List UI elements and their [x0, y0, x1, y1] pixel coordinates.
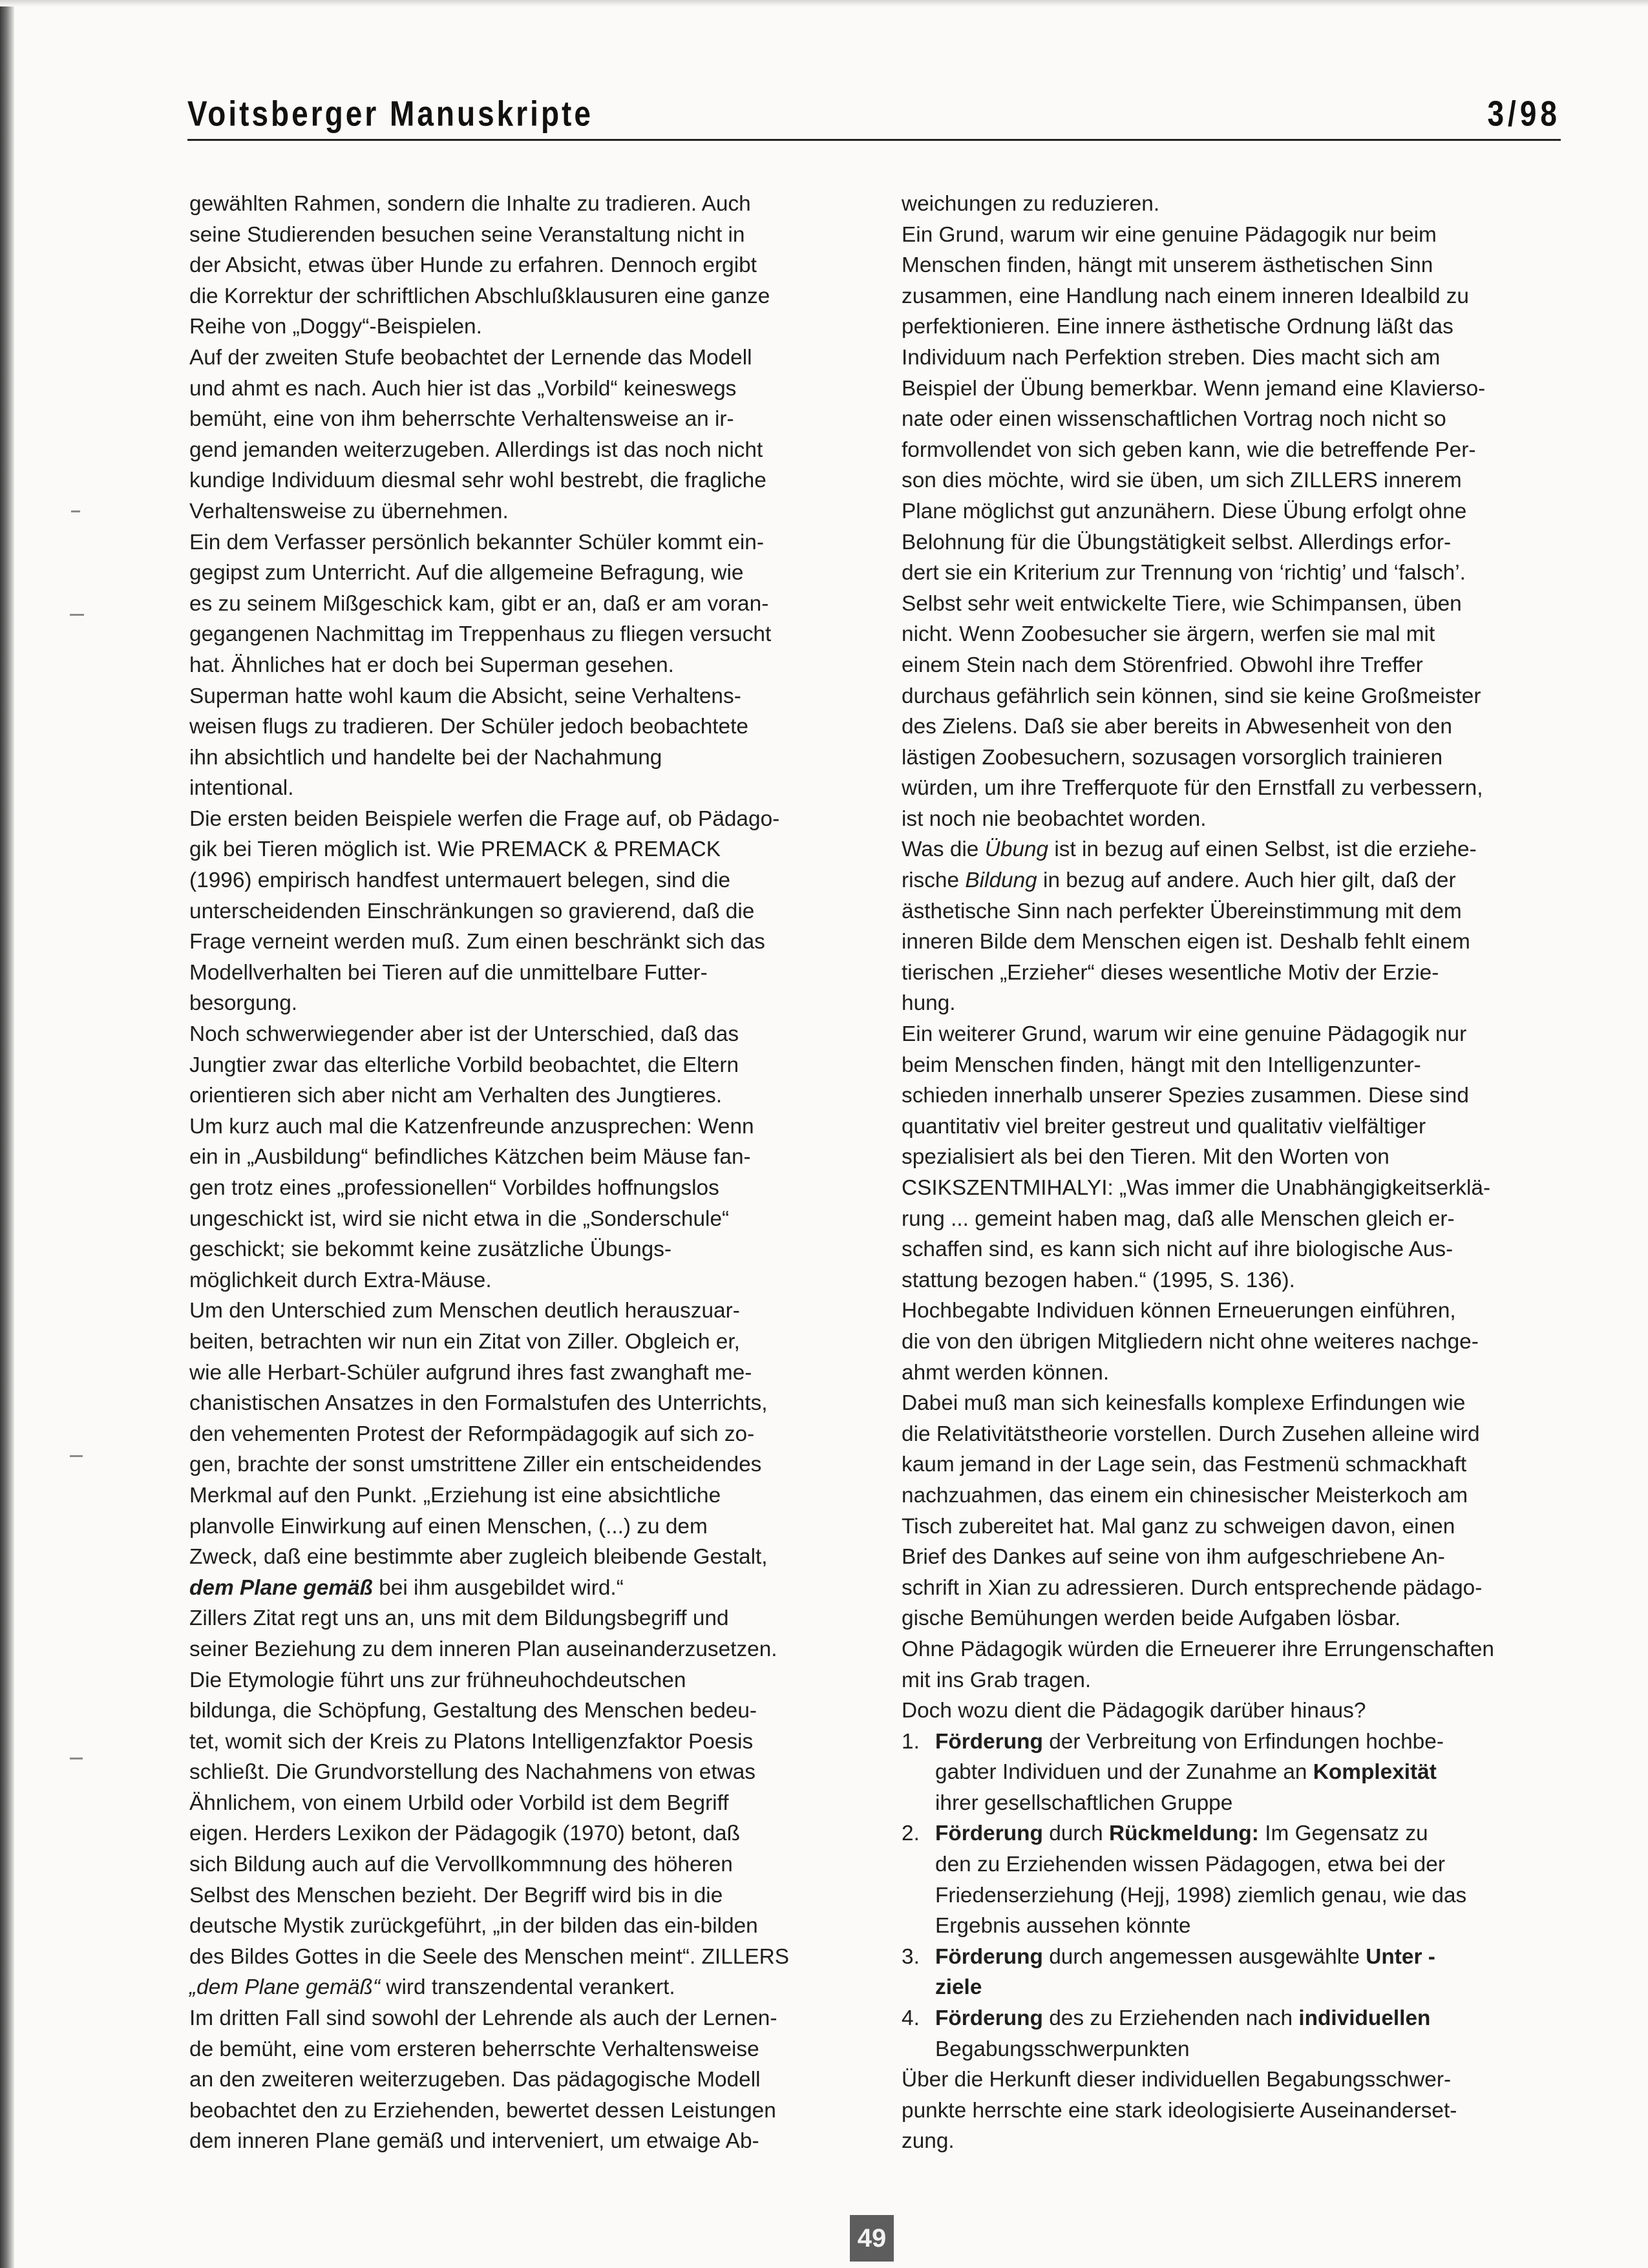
text-line: [902, 1818, 1554, 1849]
text-line: gen trotz eines „professionellen“ Vorbildes hoffnungslos: [189, 1176, 719, 1200]
scan-top-edge: [0, 0, 1648, 6]
text-line: nate oder einen wissenschaftlichen Vortrag noch nicht so: [902, 407, 1446, 432]
text-line: ihn absichtlich und handelte bei der Nachahmung: [189, 745, 662, 770]
text-line: orientieren sich aber nicht am Verhalten des Jungtieres.: [189, 1084, 723, 1108]
text-line: gen, brachte der sonst umstrittene Ziller ein entscheidendes: [189, 1453, 762, 1477]
text-line: kundige Individuum diesmal sehr wohl bestrebt, die fragliche: [189, 468, 766, 493]
text-line: möglichkeit durch Extra-Mäuse.: [189, 1268, 492, 1292]
text-line: des Bildes Gottes in die Seele des Menschen meint“. ZILLERS: [189, 1944, 789, 1969]
text-line: schaffen sind, es kann sich nicht auf ihre biologische Aus-: [902, 1237, 1453, 1262]
text-line: Ähnlichem, von einem Urbild oder Vorbild ist dem Begriff: [189, 1790, 729, 1815]
text-line: quantitativ viel breiter gestreut und qualitativ vielfältiger: [902, 1114, 1426, 1139]
text-line: mit ins Grab tragen.: [902, 1668, 1092, 1692]
text-line: die Korrektur der schriftlichen Abschlußklausuren eine ganze: [189, 284, 770, 308]
page-number: 49: [850, 2215, 894, 2262]
text-line: [902, 1972, 1554, 2003]
text-line: ahmt werden können.: [902, 1360, 1110, 1385]
text-line: de bemüht, eine vom ersteren beherrschte Verhaltensweise: [189, 2037, 759, 2061]
text-line: chanistischen Ansatzes in den Formalstufen des Unterrichts,: [189, 1391, 768, 1416]
text-line: die Relativitätstheorie vorstellen. Durch Zusehen alleine wird: [902, 1422, 1480, 1446]
text-line: würden, um ihre Trefferquote für den Ernstfall zu verbessern,: [902, 776, 1483, 801]
text-line: deutsche Mystik zurückgeführt, „in der bilden das ein-bilden: [189, 1914, 758, 1938]
text-line: zusammen, eine Handlung nach einem inneren Idealbild zu: [902, 284, 1469, 308]
text-line: formvollendet von sich geben kann, wie die betreffende Per-: [902, 437, 1476, 462]
text-segment: Friedenserziehung (Hejj, 1998) ziemlich genau, wie das: [935, 1883, 1467, 1907]
text-line: schieden innerhalb unserer Spezies zusammen. Diese sind: [902, 1084, 1469, 1108]
emphasis-text: Übung: [984, 837, 1049, 862]
text-line: punkte herrschte eine stark ideologisierte Auseinanderset-: [902, 2098, 1457, 2123]
bold-keyword: individuellen: [1298, 2006, 1431, 2031]
right-text-column: [902, 189, 1554, 2157]
text-line: [189, 1573, 842, 1604]
text-line: beobachtet den zu Erziehenden, bewertet dessen Leistungen: [189, 2098, 776, 2123]
text-line: den vehementen Protest der Reformpädagogik auf sich zo-: [189, 1422, 755, 1446]
text-line: nicht. Wenn Zoobesucher sie ärgern, werfen sie mal mit: [902, 622, 1435, 647]
text-line: gend jemanden weiterzugeben. Allerdings ist das noch nicht: [189, 437, 763, 462]
text-line: Individuum nach Perfektion streben. Dies macht sich am: [902, 345, 1441, 370]
text-line: [902, 1911, 1554, 1942]
text-line: Auf der zweiten Stufe beobachtet der Lernende das Modell: [189, 345, 752, 370]
text-line: Verhaltensweise zu übernehmen.: [189, 499, 509, 523]
text-line: eigen. Herders Lexikon der Pädagogik (1970) betont, daß: [189, 1822, 740, 1846]
emphasis-text: Bildung: [965, 868, 1037, 893]
text-line: Merkmal auf den Punkt. „Erziehung ist eine absichtliche: [189, 1483, 721, 1507]
text-line: an den zweiteren weiterzugeben. Das pädagogische Modell: [189, 2068, 761, 2092]
text-line: tierischen „Erzieher“ dieses wesentliche Motiv der Erzie-: [902, 960, 1439, 985]
list-number: 3.: [902, 1944, 920, 1969]
text-line: nachzuahmen, das einem ein chinesischer Meisterkoch am: [902, 1483, 1468, 1507]
bold-keyword: Förderung: [935, 1729, 1043, 1754]
text-segment: ihrer gesellschaftlichen Gruppe: [935, 1790, 1233, 1815]
text-line: Plane möglichst gut anzunähern. Diese Übung erfolgt ohne: [902, 499, 1467, 523]
text-line: bildunga, die Schöpfung, Gestaltung des Menschen bedeu-: [189, 1699, 757, 1723]
bold-keyword: Unter -: [1366, 1944, 1435, 1969]
text-line: Zillers Zitat regt uns an, uns mit dem Bildungsbegriff und: [189, 1606, 729, 1631]
text-line: Ein dem Verfasser persönlich bekannter Schüler kommt ein-: [189, 530, 764, 554]
text-segment: in bezug auf andere. Auch hier gilt, daß der: [1037, 868, 1456, 893]
text-line: inneren Bilde dem Menschen eigen ist. Deshalb fehlt einem: [902, 930, 1470, 954]
margin-mark: [70, 1758, 83, 1759]
text-line: [902, 834, 1554, 865]
text-line: [902, 1880, 1554, 1911]
text-line: weisen flugs zu tradieren. Der Schüler jedoch beobachtete: [189, 715, 748, 739]
text-line: Modellverhalten bei Tieren auf die unmittelbare Futter-: [189, 960, 708, 985]
text-line: Frage verneint werden muß. Zum einen beschränkt sich das: [189, 930, 765, 954]
text-line: [902, 1849, 1554, 1880]
text-line: beiten, betrachten wir nun ein Zitat von Ziller. Obgleich er,: [189, 1329, 740, 1354]
text-line: Belohnung für die Übungstätigkeit selbst. Allerdings erfor-: [902, 530, 1452, 554]
text-line: [902, 1942, 1554, 1973]
text-line: Die ersten beiden Beispiele werfen die Frage auf, ob Pädago-: [189, 806, 780, 831]
text-line: planvolle Einwirkung auf einen Menschen, (...) zu dem: [189, 1514, 708, 1538]
text-line: son dies möchte, wird sie üben, um sich ZILLERS innerem: [902, 468, 1462, 493]
text-segment: des zu Erziehenden nach: [1042, 2006, 1299, 2031]
text-line: (1996) empirisch handfest untermauert belegen, sind die: [189, 868, 731, 893]
text-line: einem Stein nach dem Störenfried. Obwohl ihre Treffer: [902, 653, 1423, 677]
text-line: Um kurz auch mal die Katzenfreunde anzusprechen: Wenn: [189, 1114, 754, 1139]
text-line: gik bei Tieren möglich ist. Wie PREMACK & PREMACK: [189, 837, 721, 862]
text-line: ungeschickt ist, wird sie nicht etwa in die „Sonderschule“: [189, 1206, 730, 1231]
text-line: spezialisiert als bei den Tieren. Mit den Worten von: [902, 1145, 1389, 1170]
text-line: Selbst sehr weit entwickelte Tiere, wie Schimpansen, üben: [902, 591, 1462, 616]
text-line: Im dritten Fall sind sowohl der Lehrende als auch der Lernen-: [189, 2006, 777, 2031]
text-line: hung.: [902, 991, 956, 1016]
text-line: perfektionieren. Eine innere ästhetische Ordnung läßt das: [902, 315, 1453, 339]
text-line: Ein weiterer Grund, warum wir eine genuine Pädagogik nur: [902, 1022, 1467, 1047]
text-segment: Was die: [902, 837, 985, 862]
text-segment: rische: [902, 868, 966, 893]
text-line: Selbst des Menschen bezieht. Der Begriff wird bis in die: [189, 1883, 723, 1907]
text-line: die von den übrigen Mitgliedern nicht ohne weiteres nachge-: [902, 1329, 1479, 1354]
text-line: hat. Ähnliches hat er doch bei Superman gesehen.: [189, 653, 674, 677]
text-segment: Ergebnis aussehen könnte: [935, 1914, 1191, 1938]
book-binding-edge: [0, 0, 14, 2268]
text-line: ein in „Ausbildung“ befindliches Kätzchen beim Mäuse fan-: [189, 1145, 751, 1170]
text-line: [902, 1727, 1554, 1758]
text-line: bemüht, eine von ihm beherrschte Verhaltensweise an ir-: [189, 407, 734, 432]
text-line: geschickt; sie bekommt keine zusätzliche Übungs-: [189, 1237, 672, 1262]
bold-keyword: ziele: [935, 1975, 982, 2000]
margin-mark: [71, 510, 80, 512]
text-line: ästhetische Sinn nach perfekter Übereinstimmung mit dem: [902, 899, 1462, 923]
text-line: Die Etymologie führt uns zur frühneuhochdeutschen: [189, 1668, 686, 1692]
text-line: gewählten Rahmen, sondern die Inhalte zu tradieren. Auch: [189, 192, 751, 216]
text-line: ist noch nie beobachtet worden.: [902, 806, 1207, 831]
bold-keyword: Förderung: [935, 1944, 1043, 1969]
text-line: weichungen zu reduzieren.: [902, 192, 1160, 216]
text-line: Reihe von „Doggy“-Beispielen.: [189, 315, 482, 339]
text-segment: Begabungsschwerpunkten: [935, 2037, 1190, 2061]
text-segment: den zu Erziehenden wissen Pädagogen, etwa bei der: [935, 1853, 1445, 1877]
text-line: stattung bezogen haben.“ (1995, S. 136).: [902, 1268, 1295, 1292]
text-line: wie alle Herbart-Schüler aufgrund ihres fast zwanghaft me-: [189, 1360, 752, 1385]
text-line: beim Menschen finden, hängt mit den Intelligenzunter-: [902, 1053, 1421, 1077]
text-line: durchaus gefährlich sein können, sind sie keine Großmeister: [902, 684, 1481, 708]
margin-mark: [70, 614, 84, 616]
text-line: tet, womit sich der Kreis zu Platons Intelligenzfaktor Poesis: [189, 1729, 754, 1754]
text-line: [902, 2034, 1554, 2065]
text-line: [902, 1788, 1554, 1819]
text-line: gische Bemühungen werden beide Aufgaben lösbar.: [902, 1606, 1401, 1631]
text-line: Ohne Pädagogik würden die Erneuerer ihre Errungenschaften: [902, 1637, 1494, 1661]
text-line: lästigen Zoobesuchern, sozusagen vorsorglich trainieren: [902, 745, 1443, 770]
text-line: Brief des Dankes auf seine von ihm aufgeschriebene An-: [902, 1545, 1445, 1570]
text-line: besorgung.: [189, 991, 298, 1016]
text-line: Dabei muß man sich keinesfalls komplexe Erfindungen wie: [902, 1391, 1466, 1416]
text-line: rung ... gemeint haben mag, daß alle Menschen gleich er-: [902, 1206, 1455, 1231]
text-line: [189, 1972, 842, 2003]
emphasis-text: dem Plane gemäß: [189, 1575, 373, 1600]
text-line: Ein Grund, warum wir eine genuine Pädagogik nur beim: [902, 222, 1437, 247]
list-number: 1.: [902, 1729, 920, 1754]
text-line: sich Bildung auch auf die Vervollkommnung des höheren: [189, 1853, 733, 1877]
text-line: Über die Herkunft dieser individuellen Begabungsschwer-: [902, 2068, 1452, 2092]
text-line: Zweck, daß eine bestimmte aber zugleich bleibende Gestalt,: [189, 1545, 768, 1570]
text-segment: der Verbreitung von Erfindungen hochbe-: [1042, 1729, 1444, 1754]
text-line: seiner Beziehung zu dem inneren Plan auseinanderzusetzen.: [189, 1637, 777, 1661]
text-segment: durch: [1042, 1822, 1110, 1846]
text-line: Hochbegabte Individuen können Erneuerungen einführen,: [902, 1299, 1456, 1323]
list-number: 2.: [902, 1822, 920, 1846]
text-segment: ist in bezug auf einen Selbst, ist die erziehe-: [1048, 837, 1477, 862]
text-line: Noch schwerwiegender aber ist der Unterschied, daß das: [189, 1022, 739, 1047]
text-line: seine Studierenden besuchen seine Veranstaltung nicht in: [189, 222, 745, 247]
text-line: CSIKSZENTMIHALYI: „Was immer die Unabhängigkeitserklä-: [902, 1176, 1491, 1200]
bold-keyword: Rückmeldung:: [1109, 1822, 1259, 1846]
text-line: dem inneren Plane gemäß und interveniert, um etwaige Ab-: [189, 2129, 759, 2154]
journal-title: Voitsberger Manuskripte: [187, 94, 593, 134]
bold-keyword: Förderung: [935, 2006, 1043, 2031]
text-segment: wird transzendental verankert.: [380, 1975, 675, 2000]
bold-keyword: Komplexität: [1313, 1760, 1437, 1785]
text-segment: Im Gegensatz zu: [1258, 1822, 1428, 1846]
text-line: es zu seinem Mißgeschick kam, gibt er an, daß er am voran-: [189, 591, 769, 616]
text-segment: gabter Individuen und der Zunahme an: [935, 1760, 1313, 1785]
text-line: des Zielens. Daß sie aber bereits in Abwesenheit von den: [902, 715, 1452, 739]
text-line: intentional.: [189, 776, 294, 801]
text-line: dert sie ein Kriterium zur Trennung von ‘richtig’ und ‘falsch’.: [902, 561, 1466, 585]
text-line: [902, 2003, 1554, 2034]
bold-keyword: Förderung: [935, 1822, 1043, 1846]
text-line: der Absicht, etwas über Hunde zu erfahren. Dennoch ergibt: [189, 253, 757, 278]
text-line: kaum jemand in der Lage sein, das Festmenü schmackhaft: [902, 1453, 1467, 1477]
text-line: schrift in Xian zu adressieren. Durch entsprechende pädago-: [902, 1575, 1483, 1600]
text-line: Tisch zubereitet hat. Mal ganz zu schweigen davon, einen: [902, 1514, 1455, 1538]
text-line: Doch wozu dient die Pädagogik darüber hinaus?: [902, 1699, 1366, 1723]
emphasis-text: „dem Plane gemäß“: [189, 1975, 381, 2000]
text-segment: bei ihm ausgebildet wird.“: [372, 1575, 624, 1600]
text-line: unterscheidenden Einschränkungen so gravierend, daß die: [189, 899, 755, 923]
text-line: [902, 1757, 1554, 1788]
margin-mark: [70, 1455, 83, 1457]
left-text-column: [189, 189, 842, 2157]
text-segment: durch angemessen ausgewählte: [1042, 1944, 1366, 1969]
text-line: schließt. Die Grundvorstellung des Nachahmens von etwas: [189, 1760, 755, 1785]
text-line: Menschen finden, hängt mit unserem ästhetischen Sinn: [902, 253, 1433, 278]
text-line: und ahmt es nach. Auch hier ist das „Vorbild“ keineswegs: [189, 376, 737, 401]
text-line: [902, 865, 1554, 896]
issue-number: 3/98: [1487, 94, 1561, 134]
list-number: 4.: [902, 2006, 920, 2031]
text-line: Beispiel der Übung bemerkbar. Wenn jemand eine Klavierso-: [902, 376, 1486, 401]
text-line: Superman hatte wohl kaum die Absicht, seine Verhaltens-: [189, 684, 741, 708]
text-line: zung.: [902, 2129, 955, 2154]
page-header: [187, 89, 1561, 141]
text-line: Um den Unterschied zum Menschen deutlich herauszuar-: [189, 1299, 740, 1323]
text-line: Jungtier zwar das elterliche Vorbild beobachtet, die Eltern: [189, 1053, 739, 1077]
text-line: gegangenen Nachmittag im Treppenhaus zu fliegen versucht: [189, 622, 772, 647]
text-line: gegipst zum Unterricht. Auf die allgemeine Befragung, wie: [189, 561, 744, 585]
